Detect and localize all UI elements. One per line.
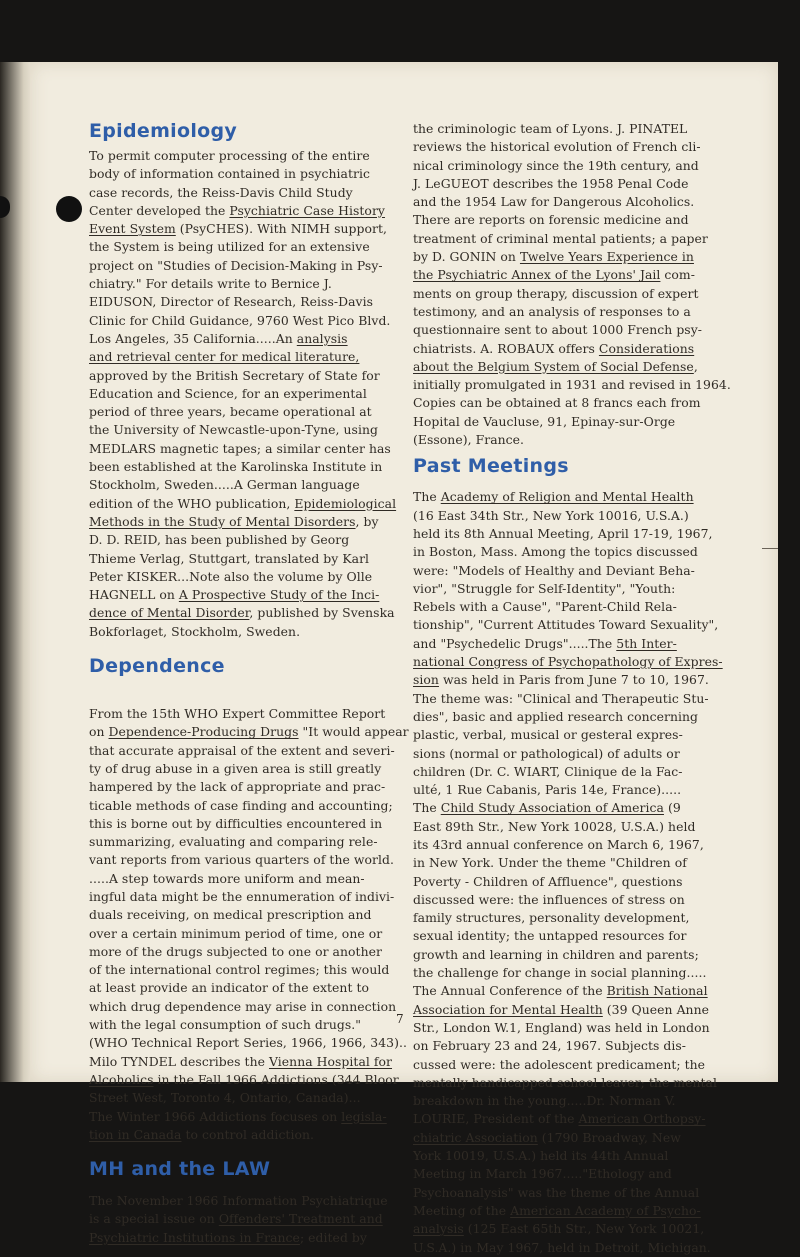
text-line <box>89 238 409 256</box>
text-line <box>413 818 743 836</box>
text-run: vior", "Struggle for Self-Identity", "Youth: <box>413 580 676 596</box>
text-line <box>413 854 743 872</box>
text-run: summarizing, evaluating and comparing rele- <box>89 834 378 850</box>
text-run: growth and learning in children and parents; <box>413 946 699 962</box>
text-line <box>89 998 409 1016</box>
text-run: by D. GONIN on <box>413 249 520 265</box>
text-run: sexual identity; the untapped resources for <box>413 928 687 944</box>
text-run: (125 East 65th Str., New York 10021, <box>463 1221 705 1237</box>
text-line <box>413 982 743 1000</box>
underlined-title: and retrieval center for medical literature, <box>89 349 360 365</box>
text-line <box>413 1220 743 1238</box>
binder-hole <box>56 196 82 222</box>
text-run: to control addiction. <box>181 1126 315 1142</box>
text-run: the University of Newcastle-upon-Tyne, using <box>89 422 378 438</box>
text-line <box>89 531 409 549</box>
text-line <box>89 495 409 513</box>
text-run: been established at the Karolinska Institute in <box>89 459 383 475</box>
underlined-title: Offenders' Treatment and <box>218 1211 383 1227</box>
underlined-title: Alcoholics <box>89 1071 154 1087</box>
text-line <box>89 623 409 641</box>
text-line <box>413 1129 743 1147</box>
underlined-title: Methods in the Study of Mental Disorders <box>89 513 356 529</box>
text-run: (9 <box>663 800 681 816</box>
text-run: , published by Svenska <box>249 605 395 621</box>
text-run: hampered by the lack of appropriate and prac- <box>89 779 386 795</box>
text-run: ; edited by <box>299 1229 367 1245</box>
text-line <box>413 616 743 634</box>
text-line <box>413 1056 743 1074</box>
text-line <box>89 1192 409 1210</box>
text-run: edition of the WHO publication, <box>89 495 295 511</box>
text-line <box>413 321 743 339</box>
text-run: Milo TYNDEL describes the <box>89 1053 269 1069</box>
text-run: duals receiving, on medical prescription and <box>89 907 372 923</box>
underlined-title: A Prospective Study of the Inci- <box>178 587 380 603</box>
text-line <box>413 1037 743 1055</box>
text-run: (1790 Broadway, New <box>537 1129 681 1145</box>
text-line <box>89 440 409 458</box>
text-run: is a special issue on <box>89 1211 219 1227</box>
text-line <box>89 147 409 165</box>
text-run: The Annual Conference of the <box>413 983 607 999</box>
text-line <box>413 285 743 303</box>
text-run: The theme was: "Clinical and Therapeutic Stu- <box>413 690 709 706</box>
text-line <box>413 1239 743 1257</box>
epidemiology-body <box>89 147 409 641</box>
section-heading-mh-law: MH and the LAW <box>89 1158 271 1181</box>
underlined-title: Association for Mental Health <box>413 1001 603 1017</box>
text-line <box>413 635 743 653</box>
text-run: sions (normal or pathological) of adults or <box>413 745 680 761</box>
text-line <box>413 431 743 449</box>
text-run: breakdown in the young.....Dr. Norman V. <box>413 1093 676 1109</box>
text-run: dies", basic and applied research concerning <box>413 708 699 724</box>
text-line <box>89 870 409 888</box>
text-run: of the international control regimes; this would <box>89 962 390 978</box>
text-line <box>413 580 743 598</box>
text-line <box>89 604 409 622</box>
text-line <box>413 157 743 175</box>
text-line <box>413 525 743 543</box>
text-line <box>413 193 743 211</box>
text-run: MEDLARS magnetic tapes; a similar center has <box>89 440 391 456</box>
text-run: Hopital de Vaucluse, 91, Epinay-sur-Orge <box>413 413 676 429</box>
text-line <box>89 184 409 202</box>
text-line <box>89 348 409 366</box>
text-run: initially promulgated in 1931 and revised in 1964. <box>413 377 731 393</box>
text-run: its 43rd annual conference on March 6, 1967, <box>413 836 704 852</box>
underlined-title: legisla- <box>341 1108 387 1124</box>
text-run: in New York. Under the theme "Children of <box>413 855 687 871</box>
text-line <box>89 165 409 183</box>
text-run: and "Psychedelic Drugs".....The <box>413 635 617 651</box>
text-run: The Winter 1966 Addictions focuses on <box>89 1108 342 1124</box>
text-run: at least provide an indicator of the extent to <box>89 980 369 996</box>
text-run: Meeting of the <box>413 1202 511 1218</box>
text-line <box>413 1184 743 1202</box>
text-run: the criminologic team of Lyons. J. PINATEL <box>413 121 688 136</box>
right-column <box>413 120 743 1257</box>
text-run: mentally handicapped school leaver; the mental <box>413 1074 718 1090</box>
text-line <box>89 367 409 385</box>
text-run: U.S.A.) in May 1967, held in Detroit, Michigan. <box>413 1239 711 1255</box>
text-run: The <box>413 800 441 816</box>
text-line <box>89 1053 409 1071</box>
underlined-title: chiatric Association <box>413 1129 538 1145</box>
text-run: (39 Queen Anne <box>602 1001 710 1017</box>
text-run: tionship", "Current Attitudes Toward Sexuality", <box>413 617 719 633</box>
text-run: in Boston, Mass. Among the topics discussed <box>413 544 698 560</box>
text-run: case records, the Reiss-Davis Child Study <box>89 184 353 200</box>
mh-law-body <box>89 1192 409 1247</box>
text-run: Poverty - Children of Affluence", questions <box>413 873 683 889</box>
text-line <box>89 476 409 494</box>
text-run: Meeting in March 1967....."Ethology and <box>413 1166 672 1182</box>
text-line <box>413 763 743 781</box>
text-run: There are reports on forensic medicine and <box>413 212 689 228</box>
section-heading-dependence: Dependence <box>89 655 225 678</box>
text-run: the System is being utilized for an extensive <box>89 239 370 255</box>
text-line <box>89 403 409 421</box>
text-run: East 89th Str., New York 10028, U.S.A.) held <box>413 818 696 834</box>
text-run: treatment of criminal mental patients; a paper <box>413 230 708 246</box>
text-line <box>89 1034 409 1052</box>
text-line <box>89 550 409 568</box>
text-line <box>413 653 743 671</box>
text-run: Center developed the <box>89 202 230 218</box>
underlined-title: about the Belgium System of Social Defense <box>413 358 694 374</box>
underlined-title: Psychiatric Case History <box>229 202 385 218</box>
text-run: was held in Paris from June 7 to 10, 1967. <box>438 672 709 688</box>
past-meetings-body <box>413 488 743 1256</box>
text-line <box>413 1074 743 1092</box>
text-run: vant reports from various quarters of the world. <box>89 852 394 868</box>
text-run: body of information contained in psychiatric <box>89 166 370 182</box>
underlined-title: Psychiatric Institutions in France <box>89 1229 300 1245</box>
text-line <box>413 927 743 945</box>
text-line <box>413 138 743 156</box>
text-line <box>413 726 743 744</box>
text-line <box>89 979 409 997</box>
text-run: testimony, and an analysis of responses to a <box>413 303 691 319</box>
text-line <box>89 742 409 760</box>
text-line <box>89 851 409 869</box>
underlined-title: Child Study Association of America <box>440 800 664 816</box>
text-line <box>413 488 743 506</box>
text-line <box>413 1001 743 1019</box>
text-run: this is borne out by difficulties encountered in <box>89 815 383 831</box>
text-line <box>413 745 743 763</box>
underlined-title: Twelve Years Experience in <box>519 249 694 265</box>
text-line <box>413 266 743 284</box>
text-line <box>89 421 409 439</box>
text-line <box>89 925 409 943</box>
underlined-title: tion in Canada <box>89 1126 182 1142</box>
text-line <box>89 1210 409 1228</box>
text-run: Str., London W.1, England) was held in London <box>413 1019 710 1035</box>
text-run: LOURIE, President of the <box>413 1111 579 1127</box>
text-line <box>89 760 409 778</box>
text-line <box>413 964 743 982</box>
underlined-title: Epidemiological <box>294 495 397 511</box>
text-line <box>89 815 409 833</box>
text-line <box>89 1016 409 1034</box>
dependence-body <box>89 705 409 1144</box>
text-run: cussed were: the adolescent predicament; the <box>413 1056 706 1072</box>
text-run: Thieme Verlag, Stuttgart, translated by Karl <box>89 550 370 566</box>
text-line <box>413 1019 743 1037</box>
text-line <box>413 230 743 248</box>
text-run: EIDUSON, Director of Research, Reiss-Davis <box>89 294 373 310</box>
text-line <box>413 946 743 964</box>
text-run: family structures, personality development, <box>413 910 690 926</box>
text-line <box>89 906 409 924</box>
text-run: Education and Science, for an experimental <box>89 385 367 401</box>
text-line <box>413 507 743 525</box>
text-line <box>89 888 409 906</box>
text-run: in the Fall 1966 Addictions (344 Bloor <box>153 1071 399 1087</box>
text-line <box>413 394 743 412</box>
text-line <box>413 598 743 616</box>
text-line <box>89 797 409 815</box>
text-run: ulté, 1 Rue Cabanis, Paris 14e, France)..... <box>413 782 682 798</box>
text-run: Copies can be obtained at 8 francs each from <box>413 395 701 411</box>
text-run: nical criminology since the 19th century, and <box>413 157 699 173</box>
text-line <box>413 1110 743 1128</box>
text-run: From the 15th WHO Expert Committee Report <box>89 706 386 722</box>
text-run: Peter KISKER...Note also the volume by Olle <box>89 568 373 584</box>
text-run: Rebels with a Cause", "Parent-Child Rela- <box>413 599 677 615</box>
underlined-title: sion <box>413 672 439 688</box>
text-run: D. D. REID, has been published by Georg <box>89 532 350 548</box>
text-line <box>89 202 409 220</box>
text-run: on February 23 and 24, 1967. Subjects dis- <box>413 1038 687 1054</box>
underlined-title: analysis <box>413 1221 464 1237</box>
text-line <box>413 211 743 229</box>
underlined-title: 5th Inter- <box>616 635 677 651</box>
text-line <box>89 1071 409 1089</box>
text-line <box>413 891 743 909</box>
text-line <box>89 833 409 851</box>
text-line <box>89 330 409 348</box>
text-line <box>413 873 743 891</box>
text-line <box>413 120 743 138</box>
text-line <box>89 257 409 275</box>
text-line <box>89 568 409 586</box>
text-run: (16 East 34th Str., New York 10016, U.S.A.) <box>413 507 689 523</box>
text-run: that accurate appraisal of the extent and severi- <box>89 742 395 758</box>
text-line <box>413 708 743 726</box>
text-run: children (Dr. C. WIART, Clinique de la Fac- <box>413 763 683 779</box>
text-line <box>413 248 743 266</box>
text-run: which drug dependence may arise in connection <box>89 998 397 1014</box>
page-number: 7 <box>396 1012 404 1026</box>
text-run: questionnaire sent to about 1000 French psy- <box>413 322 702 338</box>
text-run: (WHO Technical Report Series, 1966, 1966, 343).. <box>89 1035 407 1051</box>
text-run: on <box>89 724 109 740</box>
text-line <box>413 175 743 193</box>
text-run: held its 8th Annual Meeting, April 17-19, 1967, <box>413 525 713 541</box>
underlined-title: dence of Mental Disorder <box>89 605 250 621</box>
text-line <box>89 458 409 476</box>
text-run: ticable methods of case finding and accounting; <box>89 797 393 813</box>
text-run: and the 1954 Law for Dangerous Alcoholics. <box>413 194 695 210</box>
text-line <box>89 275 409 293</box>
text-run: Los Angeles, 35 California.....An <box>89 330 297 346</box>
text-run: York 10019, U.S.A.) held its 44th Annual <box>413 1148 669 1164</box>
text-run: chiatry." For details write to Bernice J. <box>89 276 332 292</box>
text-run: com- <box>660 267 695 283</box>
section-heading-epidemiology: Epidemiology <box>89 120 238 142</box>
text-line <box>413 781 743 799</box>
text-run: were: "Models of Healthy and Deviant Beha- <box>413 562 695 578</box>
text-run: (PsyCHES). With NIMH support, <box>175 221 388 237</box>
underlined-title: American Orthopsy- <box>578 1111 706 1127</box>
underlined-title: Dependence-Producing Drugs <box>108 724 299 740</box>
left-column <box>89 122 409 1247</box>
text-run: Psychoanalysis" was the theme of the Annual <box>413 1184 700 1200</box>
underlined-title: Considerations <box>598 340 695 356</box>
text-run: "It would appear <box>298 724 409 740</box>
text-run: The November 1966 Information Psychiatrique <box>89 1193 388 1209</box>
underlined-title: American Academy of Psycho- <box>510 1202 701 1218</box>
underlined-title: analysis <box>296 330 348 346</box>
text-line <box>413 671 743 689</box>
text-line <box>413 690 743 708</box>
text-line <box>413 376 743 394</box>
text-line <box>89 1108 409 1126</box>
text-run: project on "Studies of Decision-Making in Psy- <box>89 257 383 273</box>
text-line <box>89 385 409 403</box>
text-line <box>89 293 409 311</box>
text-line <box>413 303 743 321</box>
text-line <box>89 586 409 604</box>
text-line <box>89 1089 409 1107</box>
text-run: .....A step towards more uniform and mean- <box>89 870 365 886</box>
text-line <box>89 961 409 979</box>
text-line <box>413 909 743 927</box>
text-run: more of the drugs subjected to one or another <box>89 943 382 959</box>
text-run: HAGNELL on <box>89 587 179 603</box>
underlined-title: national Congress of Psychopathology of Expres- <box>413 654 723 670</box>
text-run: Bokforlaget, Stockholm, Sweden. <box>89 623 301 639</box>
text-run: (Essone), France. <box>413 432 525 448</box>
text-run: approved by the British Secretary of State for <box>89 367 380 383</box>
text-line <box>413 562 743 580</box>
text-line <box>413 543 743 561</box>
text-line <box>89 1126 409 1144</box>
text-line <box>413 1202 743 1220</box>
underlined-title: Academy of Religion and Mental Health <box>440 489 694 505</box>
text-line <box>413 413 743 431</box>
text-line <box>413 1165 743 1183</box>
text-line <box>413 836 743 854</box>
text-line <box>89 312 409 330</box>
section-heading-past-meetings: Past Meetings <box>413 455 569 478</box>
continued-body <box>413 120 743 449</box>
text-line <box>413 340 743 358</box>
text-line <box>89 705 409 723</box>
text-line <box>413 799 743 817</box>
text-run: , by <box>355 513 379 529</box>
text-run: discussed were: the influences of stress on <box>413 891 685 907</box>
text-run: over a certain minimum period of time, one or <box>89 925 383 941</box>
text-run: J. LeGUEOT describes the 1958 Penal Code <box>413 175 689 191</box>
text-line <box>89 778 409 796</box>
text-run: Clinic for Child Guidance, 9760 West Pico Blvd. <box>89 312 391 328</box>
text-line <box>413 1092 743 1110</box>
text-line <box>89 513 409 531</box>
text-run: The <box>413 489 441 505</box>
text-run: ingful data might be the ennumeration of indivi- <box>89 888 395 904</box>
text-run: reviews the historical evolution of French cli- <box>413 139 701 155</box>
text-run: To permit computer processing of the entire <box>89 148 370 163</box>
text-run: Stockholm, Sweden.....A German language <box>89 477 360 493</box>
text-line <box>89 723 409 741</box>
text-line <box>413 358 743 376</box>
text-run: period of three years, became operational at <box>89 404 372 420</box>
text-run: the challenge for change in social planning..... <box>413 965 707 981</box>
margin-mark <box>762 548 778 549</box>
text-line <box>413 1147 743 1165</box>
text-run: Street West, Toronto 4, Ontario, Canada)... <box>89 1090 361 1106</box>
text-line <box>89 943 409 961</box>
underlined-title: Event System <box>89 221 176 237</box>
text-run: with the legal consumption of such drugs." <box>89 1017 361 1033</box>
text-run: ty of drug abuse in a given area is still greatly <box>89 760 382 776</box>
text-run: chiatrists. A. ROBAUX offers <box>413 340 599 356</box>
underlined-title: the Psychiatric Annex of the Lyons' Jail <box>413 267 661 283</box>
underlined-title: British National <box>606 983 708 999</box>
text-line <box>89 220 409 238</box>
text-line <box>89 1229 409 1247</box>
text-run: plastic, verbal, musical or gesteral expres- <box>413 727 683 743</box>
underlined-title: Vienna Hospital for <box>268 1053 393 1069</box>
text-run: , <box>693 358 698 374</box>
text-run: ments on group therapy, discussion of expert <box>413 285 699 301</box>
